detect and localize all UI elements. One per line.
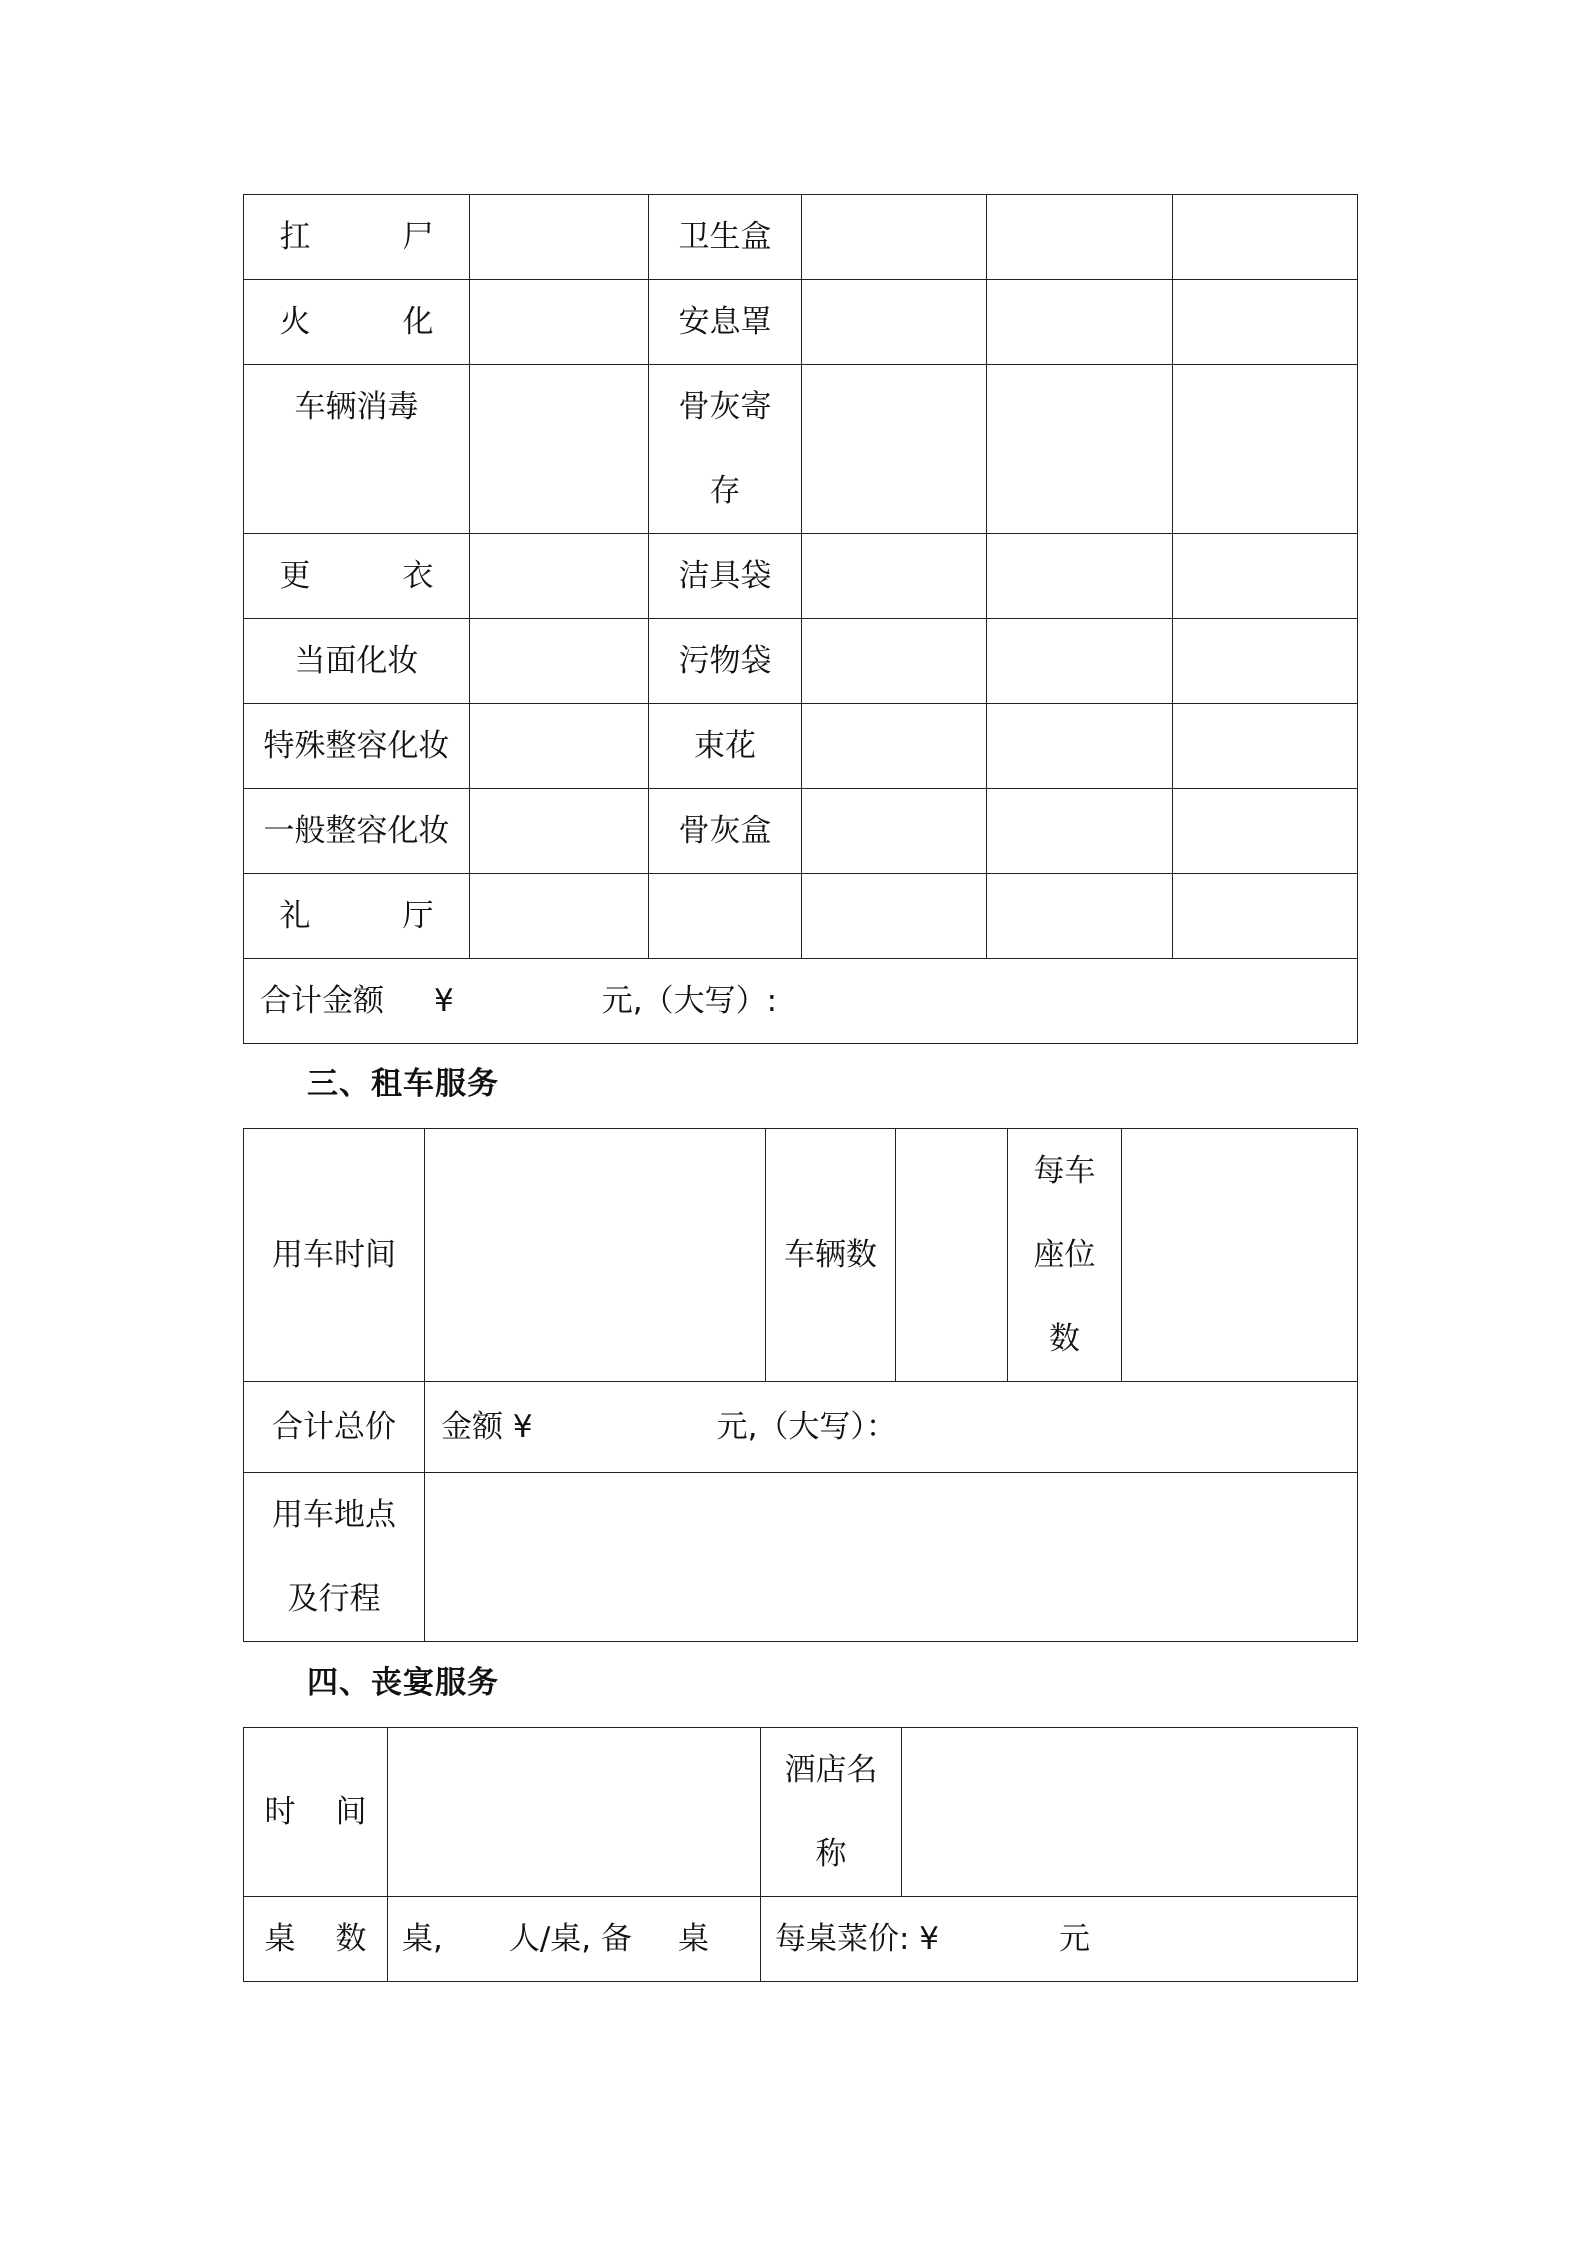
table-row: [244, 534, 1358, 619]
table-row: [244, 1473, 1358, 1642]
value-cell[interactable]: [1173, 365, 1358, 534]
value-cell[interactable]: [470, 704, 649, 789]
table-row: [244, 280, 1358, 365]
amount-unit: 元,（大写）：: [716, 1409, 897, 1445]
item-label: 束花: [649, 704, 802, 789]
row-label: 扛 尸: [244, 195, 470, 280]
value-cell[interactable]: [1173, 619, 1358, 704]
hotel-name-value[interactable]: [902, 1728, 1358, 1897]
value-cell[interactable]: [802, 365, 987, 534]
vehicle-count-value[interactable]: [896, 1129, 1008, 1382]
value-cell[interactable]: [1173, 195, 1358, 280]
car-time-value[interactable]: [425, 1129, 766, 1382]
car-rental-table: [243, 1128, 1358, 1642]
table-row: [244, 619, 1358, 704]
value-cell[interactable]: [470, 789, 649, 874]
value-cell[interactable]: [802, 619, 987, 704]
value-cell[interactable]: [987, 195, 1173, 280]
total-amount-cell[interactable]: [244, 959, 1358, 1044]
table-row: [244, 704, 1358, 789]
amount-label: 金额 ¥: [441, 1409, 533, 1445]
section-title-banquet: 四、丧宴服务: [307, 1665, 499, 1701]
car-time-label: 用车时间: [244, 1129, 425, 1382]
value-cell[interactable]: [802, 789, 987, 874]
value-cell[interactable]: [1173, 789, 1358, 874]
value-cell[interactable]: [802, 280, 987, 365]
total-price-label: 合计总价: [244, 1382, 425, 1473]
row-label: 车辆消毒: [244, 365, 470, 534]
price-per-table[interactable]: [761, 1897, 1358, 1982]
tables-label: 桌 数: [244, 1897, 388, 1982]
item-label: [649, 874, 802, 959]
table-row: [244, 874, 1358, 959]
banquet-table: [243, 1727, 1358, 1982]
banquet-time-value[interactable]: [388, 1728, 761, 1897]
tables-value[interactable]: 桌, 人/桌, 备 桌: [388, 1897, 761, 1982]
table-row: [244, 365, 1358, 534]
value-cell[interactable]: [1173, 874, 1358, 959]
section-title-car-rental: 三、租车服务: [307, 1066, 499, 1102]
row-label: 一般整容化妆: [244, 789, 470, 874]
value-cell[interactable]: [987, 789, 1173, 874]
item-label: 污物袋: [649, 619, 802, 704]
hotel-name-label: 酒店名 称: [761, 1728, 902, 1897]
seats-value[interactable]: [1122, 1129, 1358, 1382]
value-cell[interactable]: [802, 704, 987, 789]
item-label: 骨灰寄 存: [649, 365, 802, 534]
table-row: [244, 1129, 1358, 1382]
value-cell[interactable]: [802, 874, 987, 959]
value-cell[interactable]: [987, 365, 1173, 534]
item-label: 洁具袋: [649, 534, 802, 619]
value-cell[interactable]: [987, 704, 1173, 789]
value-cell[interactable]: [1173, 704, 1358, 789]
total-price-value[interactable]: [425, 1382, 1358, 1473]
service-items-table: [243, 194, 1358, 1044]
table-row: [244, 1897, 1358, 1982]
item-label: 卫生盒: [649, 195, 802, 280]
vehicle-count-label: 车辆数: [766, 1129, 896, 1382]
route-label: 用车地点 及行程: [244, 1473, 425, 1642]
value-cell[interactable]: [987, 280, 1173, 365]
item-label: 骨灰盒: [649, 789, 802, 874]
value-cell[interactable]: [470, 874, 649, 959]
row-label: 当面化妆: [244, 619, 470, 704]
table-row: [244, 789, 1358, 874]
row-label: 特殊整容化妆: [244, 704, 470, 789]
value-cell[interactable]: [987, 619, 1173, 704]
currency-symbol: ¥: [434, 983, 454, 1019]
value-cell[interactable]: [1173, 534, 1358, 619]
seats-label: 每车 座位 数: [1008, 1129, 1122, 1382]
value-cell[interactable]: [470, 534, 649, 619]
table-row: [244, 1382, 1358, 1473]
table-row: [244, 1728, 1358, 1897]
price-unit: 元: [1059, 1921, 1091, 1957]
value-cell[interactable]: [470, 619, 649, 704]
value-cell[interactable]: [802, 195, 987, 280]
value-cell[interactable]: [802, 534, 987, 619]
row-label: 更 衣: [244, 534, 470, 619]
value-cell[interactable]: [987, 534, 1173, 619]
total-label: 合计金额: [260, 983, 384, 1019]
item-label: 安息罩: [649, 280, 802, 365]
row-label: 礼 厅: [244, 874, 470, 959]
value-cell[interactable]: [470, 195, 649, 280]
total-row: [244, 959, 1358, 1044]
price-label: 每桌菜价: ¥: [775, 1921, 940, 1957]
row-label: 火 化: [244, 280, 470, 365]
value-cell[interactable]: [470, 280, 649, 365]
table-row: [244, 195, 1358, 280]
total-unit: 元,（大写）:: [601, 983, 778, 1019]
value-cell[interactable]: [470, 365, 649, 534]
value-cell[interactable]: [1173, 280, 1358, 365]
banquet-time-label: 时 间: [244, 1728, 388, 1897]
value-cell[interactable]: [987, 874, 1173, 959]
route-value[interactable]: [425, 1473, 1358, 1642]
